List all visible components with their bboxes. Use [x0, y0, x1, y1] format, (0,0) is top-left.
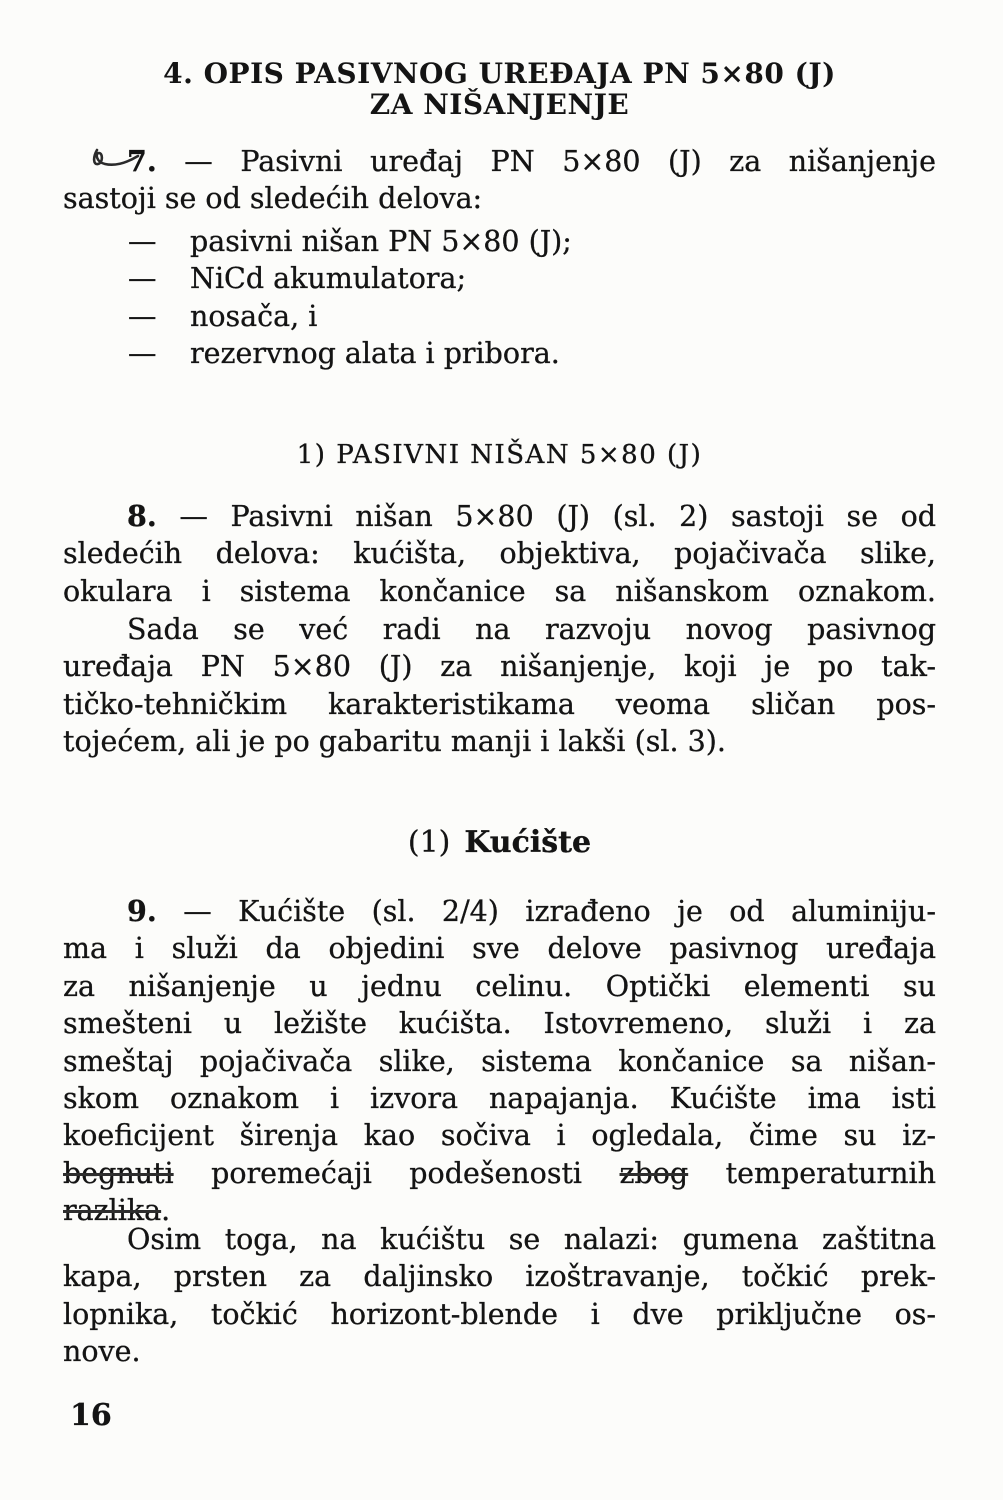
paragraph-7-intro [63, 143, 936, 218]
text-line [63, 1296, 936, 1333]
text-segment: kapa, prsten za daljinsko izoštravanje, točkić prek- [63, 1260, 936, 1294]
text-segment: nove. [63, 1335, 141, 1369]
text-line [63, 723, 936, 760]
text-segment: tičko-tehničkim karakteristikama veoma sličan pos- [63, 687, 936, 721]
text-segment: nosača, i [190, 299, 318, 333]
text-segment: uređaja PN 5×80 (J) za nišanjenje, koji je po tak- [63, 650, 936, 684]
text-line [63, 686, 936, 723]
text-segment: koeficijent širenja kao sočiva i ogledala, čime su iz- [63, 1119, 936, 1153]
text-segment: skom oznakom i izvora napajanja. Kućište ima isti [63, 1082, 936, 1116]
text-segment: — Kućište (sl. 2/4) izrađeno je od aluminiju- [156, 895, 936, 928]
text-line [63, 1005, 936, 1042]
paragraph-osim [63, 1221, 936, 1371]
text-line [63, 535, 936, 572]
text-segment: lopnika, točkić horizont-blende i dve priključne os- [63, 1297, 936, 1331]
chapter-title [63, 58, 936, 120]
heading-kuciste [63, 825, 936, 860]
text-segment: Osim toga, na kućištu se nalazi: gumena zaštitna [127, 1223, 936, 1256]
text-line [63, 143, 936, 180]
list-dash: — [128, 262, 157, 296]
text-line [63, 893, 936, 930]
text-segment: — Pasivni uređaj PN 5×80 (J) za nišanjenje [156, 145, 936, 178]
chapter-title-line-2: ZA NIŠANJENJE [369, 88, 630, 121]
text-segment: temperaturnih [688, 1156, 937, 1190]
list-dash: — [128, 337, 157, 371]
text-segment: ma i služi da objedini sve delove pasivnog uređaja [63, 932, 936, 966]
paragraph-9 [63, 893, 936, 1230]
text-segment: pasivni nišan PN 5×80 (J); [190, 225, 572, 258]
component-list [63, 223, 936, 373]
text-segment: Sada se već radi na razvoju novog pasivnog [127, 613, 936, 646]
text-line [63, 930, 936, 967]
paragraph-8 [63, 498, 936, 610]
text-line [63, 223, 936, 260]
text-segment: smeštaj pojačivača slike, sistema končanice sa nišan- [63, 1044, 936, 1078]
text-segment: za nišanjenje u jednu celinu. Optički elementi su [63, 969, 936, 1003]
text-line [63, 1221, 936, 1258]
text-segment: — Pasivni nišan 5×80 (J) (sl. 2) sastoji se od [156, 500, 936, 533]
text-line [63, 1117, 936, 1154]
heading-kuciste-word: Kućište [464, 825, 592, 860]
chapter-title-line-1: 4. OPIS PASIVNOG UREĐAJA PN 5×80 (J) [163, 57, 836, 90]
heading-kuciste-number: (1) [407, 825, 451, 860]
paragraph-sada [63, 611, 936, 761]
text-line [63, 611, 936, 648]
text-segment: okulara i sistema končanice sa nišanskom oznakom. [63, 574, 936, 608]
text-line [63, 1080, 936, 1117]
paragraph-number: 8. [127, 499, 157, 533]
text-line [63, 1043, 936, 1080]
text-line [63, 335, 936, 372]
text-line [63, 260, 936, 297]
text-line [63, 968, 936, 1005]
text-line [63, 1155, 936, 1192]
paragraph-number: 9. [127, 894, 157, 928]
list-dash: — [128, 225, 157, 258]
text-segment: smešteni u ležište kućišta. Istovremeno, služi i za [63, 1007, 936, 1041]
text-line [63, 573, 936, 610]
page-number: 16 [70, 1398, 112, 1433]
subheading-pasivni-nisan: 1) PASIVNI NIŠAN 5×80 (J) [296, 440, 703, 470]
text-segment: sledećih delova: kućišta, objektiva, pojačivača slike, [63, 537, 936, 571]
text-line [63, 180, 936, 217]
struck-word: begnuti [63, 1156, 174, 1190]
text-segment: poremećaji podešenosti [173, 1156, 620, 1190]
text-segment: rezervnog alata i pribora. [190, 337, 560, 371]
text-segment: . [161, 1194, 171, 1228]
list-dash: — [128, 299, 157, 333]
text-line [63, 298, 936, 335]
text-segment: tojećem, ali je po gabaritu manji i lakši (sl. 3). [63, 725, 726, 759]
text-segment: sastoji se od sledećih delova: [63, 182, 483, 216]
text-line [63, 648, 936, 685]
text-segment: NiCd akumulatora; [190, 262, 467, 296]
text-line [63, 1333, 936, 1370]
text-line [63, 498, 936, 535]
struck-word: razlika [63, 1194, 162, 1228]
paragraph-number: 7. [127, 144, 157, 178]
struck-word: zbog [619, 1156, 689, 1190]
text-line [63, 1258, 936, 1295]
